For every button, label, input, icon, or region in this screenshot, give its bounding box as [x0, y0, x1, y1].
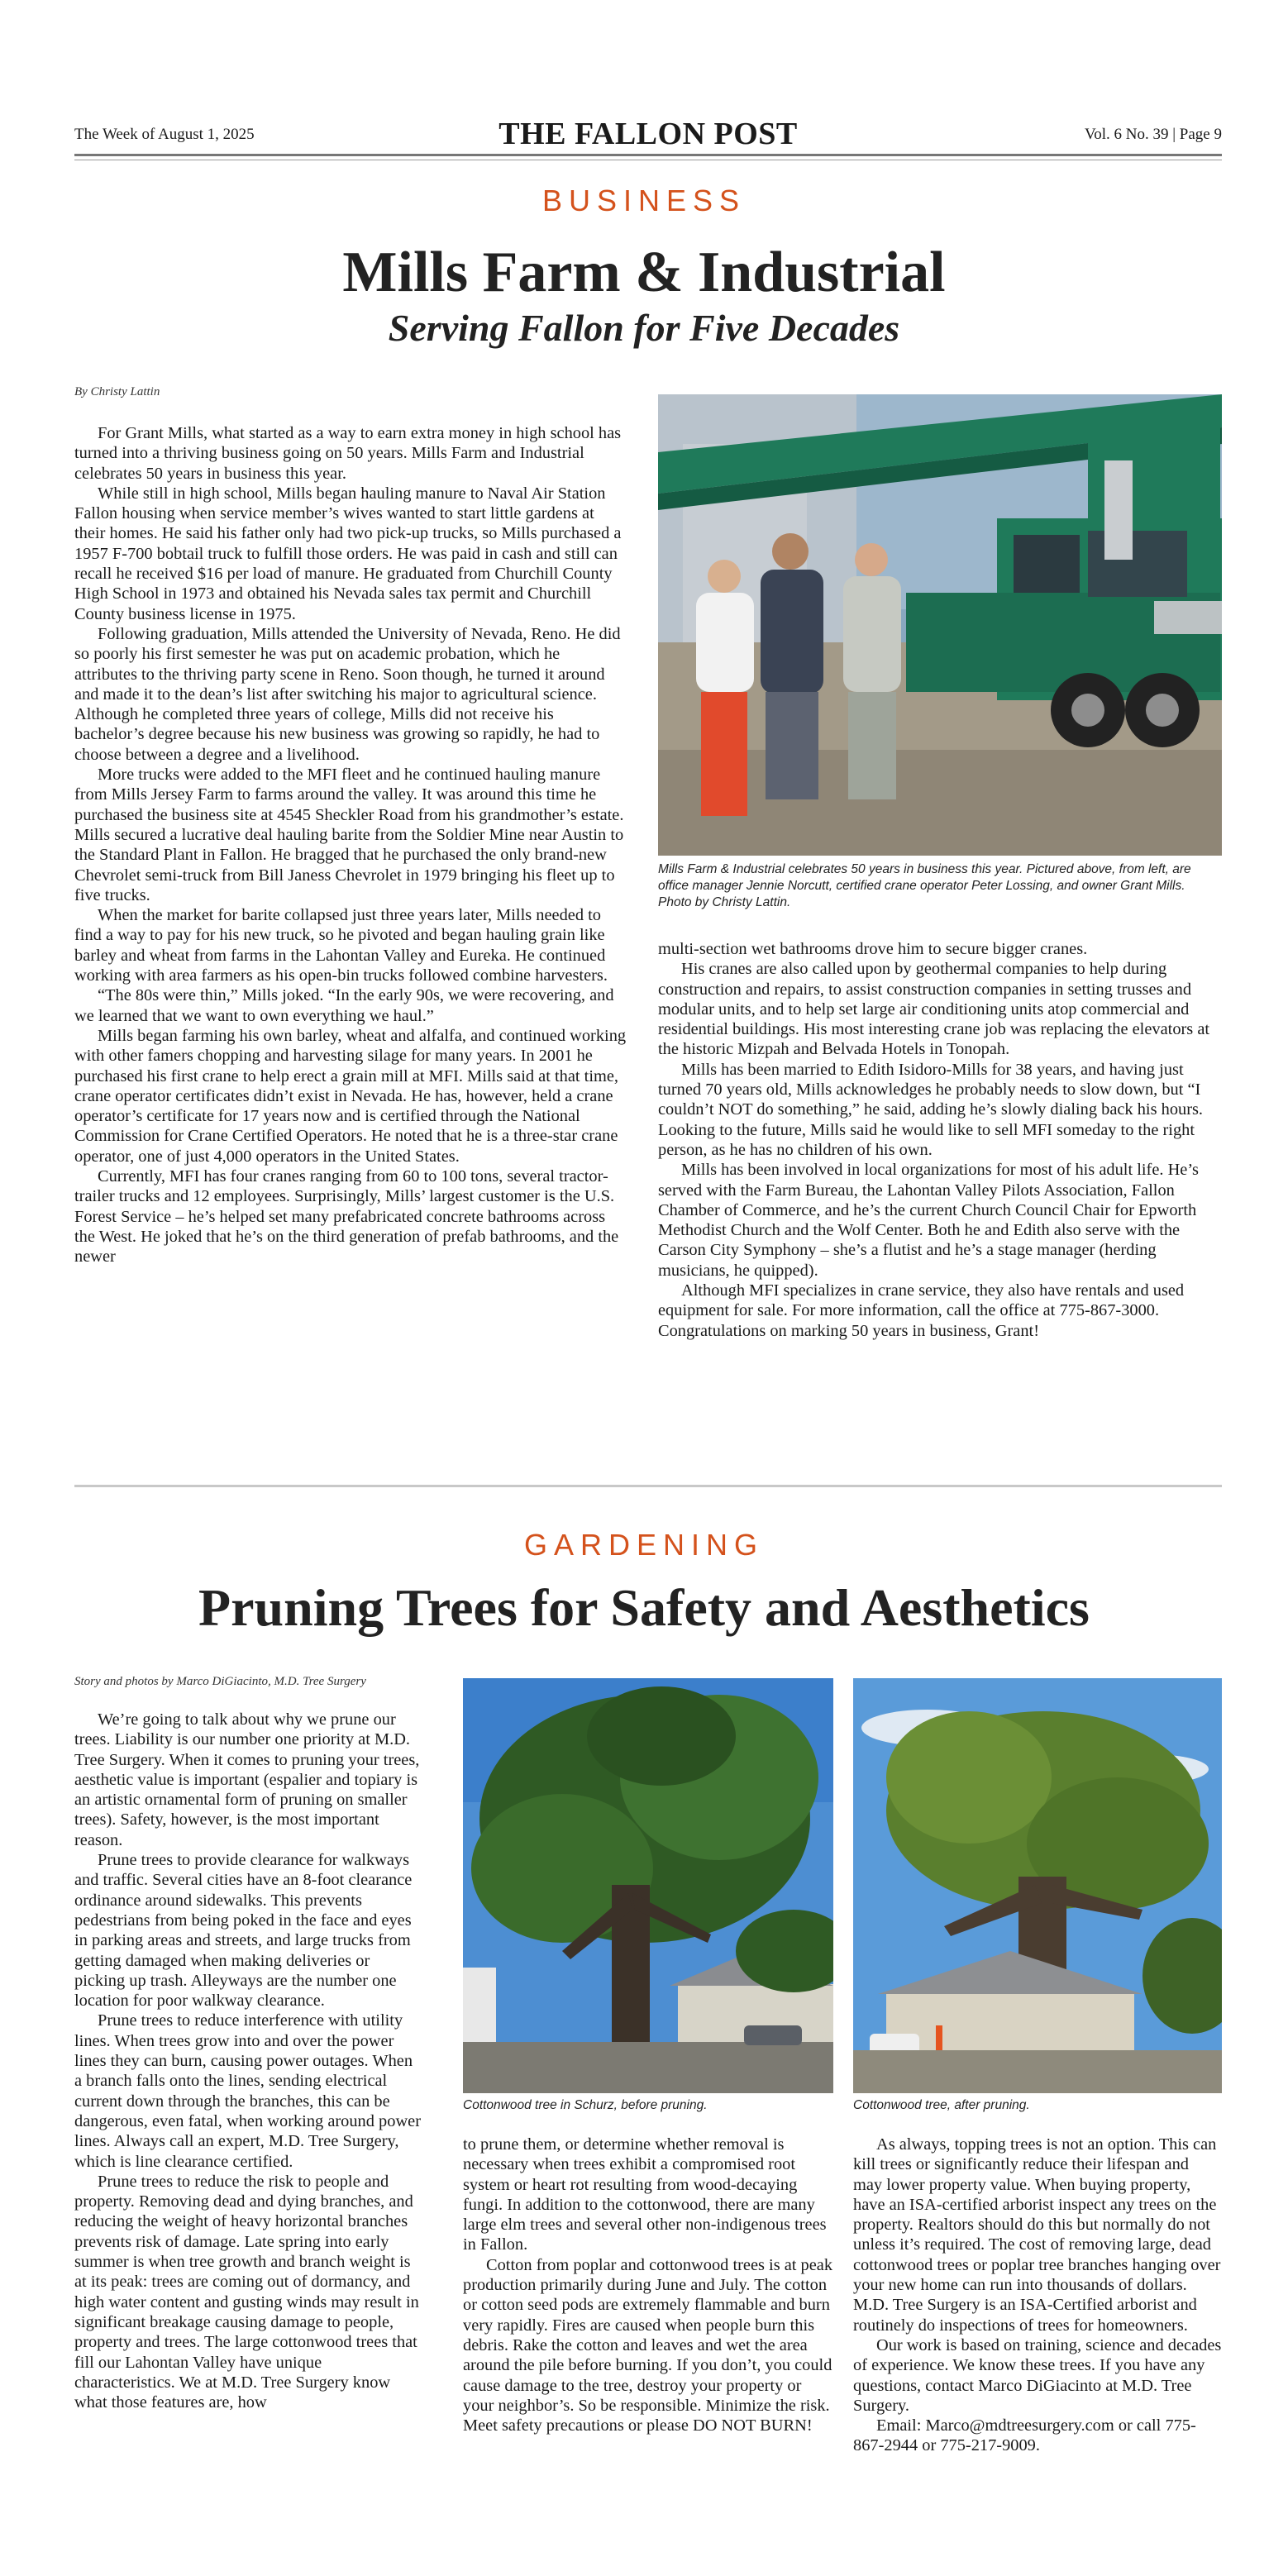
tree-before-photo: [463, 1678, 833, 2093]
paragraph: Prune trees to provide clearance for walkways and traffic. Several cities have an 8-foot clearance ordinance around sidewalks. This prevents pedestrians from being poked in the face and eyes in parking areas and streets, and large trucks from getting damaged when making deliveries or picking up trash. Alleyways are the number one location for poor walkway clearance.: [74, 1851, 413, 2011]
paragraph: Following graduation, Mills attended the University of Nevada, Reno. He did so poorly his first semester he was put on academic probation, which he attributes to the thriving party scene in Reno. Soon though, he turned it around and made it to the dean’s list after switching his major to agricultural science. Although he completed three years of college, Mills did not receive his bachelor’s degree because his new business was growing so rapidly, he had to choose between a degree and a livelihood.: [74, 624, 621, 764]
tree-after-photo: [853, 1678, 1222, 2093]
issue-date: The Week of August 1, 2025: [74, 126, 255, 143]
paragraph: multi-section wet bathrooms drove him to secure bigger cranes.: [658, 940, 1088, 958]
paragraph: We’re going to talk about why we prune our trees. Liability is our number one priority at M.D. Tree Surgery. When it comes to pruning your trees, aesthetic value is important (espalier and topiary is an artistic ornamental form of pruning on smaller trees). Safety, however, is the most important reason.: [74, 1710, 420, 1849]
article-subhead: Serving Fallon for Five Decades: [388, 307, 900, 349]
issue-page: Vol. 6 No. 39 | Page 9: [1084, 126, 1222, 143]
section-divider: [74, 1485, 1222, 1487]
paragraph: When the market for barite collapsed just three years later, Mills needed to find a way to pay for his new truck, so he pivoted and began hauling grain like barley and wheat from farms in the Lahontan Valley and Eureka. He continued working with area farmers as his open-bin trucks followed combine harvesters.: [74, 906, 608, 985]
article-column-2: [658, 939, 1222, 1341]
paragraph: Although MFI specializes in crane service, they also have rentals and used equipment for sale. For more information, call the office at 775-867-3000. Congratulations on marking 50 years in business, Grant!: [658, 1281, 1185, 1340]
article-column-1: [74, 1710, 422, 2412]
article-headline: Pruning Trees for Safety and Aesthetics: [198, 1578, 1090, 1637]
paragraph: As always, topping trees is not an option. This can kill trees or significantly reduce their lifespan and may lower property value. When buying property, have an ISA-certified arborist inspect any trees on the property. Realtors should do this but normally do not unless it’s required. The cost of removing large, dead cottonwood trees or poplar tree branches hanging over your new home can run into thousands of dollars. M.D. Tree Surgery is an ISA-Certified arborist and routinely do inspections of trees for homeowners.: [853, 2135, 1221, 2335]
article-column-3: [853, 2135, 1222, 2456]
paragraph: Our work is based on training, science and decades of experience. We know these trees. If you have any questions, contact Marco DiGiacinto at M.D. Tree Surgery.: [853, 2335, 1222, 2415]
byline: Story and photos by Marco DiGiacinto, M.D. Tree Surgery: [74, 1675, 366, 1688]
byline: By Christy Lattin: [74, 385, 160, 398]
masthead: [74, 116, 1222, 159]
paragraph: Mills has been married to Edith Isidoro-Mills for 38 years, and having just turned 70 years old, Mills acknowledges he probably needs to slow down, but “I couldn’t NOT do something,” he said, adding he’s slowly dialing back his hours. Looking to the future, Mills said he would like to sell MFI someday to the right person, as he has no children of his own.: [658, 1060, 1204, 1159]
article-column-1: [74, 423, 627, 1267]
paragraph: Prune trees to reduce interference with utility lines. When trees grow into and over the power lines they can burn, causing power outages. When a branch falls onto the lines, sending electrical current down through the branches, this can be dangerous, even fatal, when working around power lines. Always call an expert, M.D. Tree Surgery, which is line clearance certified.: [74, 2011, 422, 2171]
paragraph: Currently, MFI has four cranes ranging from 60 to 100 tons, several tractor-trailer trucks and 12 employees. Surprisingly, Mills’ largest customer is the U.S. Forest Service – he’s helped set many prefabricated concrete bathrooms across the West. He joked that he’s on the third generation of prefab bathrooms, and the newer: [74, 1166, 619, 1267]
photo-caption: Mills Farm & Industrial celebrates 50 years in business this year. Pictured above, from left, are office manager Jennie Norcutt, certified crane operator Peter Lossing, and owner Grant Mills. Photo by Christy Lattin.: [658, 862, 1191, 909]
section-label-business: BUSINESS: [541, 184, 747, 217]
photo-caption: Cottonwood tree in Schurz, before pruning.: [463, 2098, 708, 2112]
paragraph: Cotton from poplar and cottonwood trees is at peak production primarily during June and July. The cotton or cotton seed pods are extremely flammable and burn very rapidly. Fires are caused when people burn this debris. Rake the cotton and leaves and wet the area around the pile before burning. If you don’t, you could cause damage to the tree, destroy your property or your neighbor’s. So be responsible. Minimize the risk. Meet safety precautions or please DO NOT BURN!: [463, 2255, 833, 2435]
section-label-gardening: GARDENING: [523, 1528, 765, 1562]
paragraph: to prune them, or determine whether removal is necessary when trees exhibit a compromised root system or heart rot resulting from wood-decaying fungi. In addition to the cottonwood, there are many large elm trees and several other non-indigenous trees in Fallon.: [463, 2135, 827, 2254]
paragraph: Mills began farming his own barley, wheat and alfalfa, and continued working with other famers chopping and harvesting silage for many years. In 2001 he purchased his first crane to help erect a grain mill at MFI. Mills said at that time, crane operator certificates didn’t exist in Nevada. He has, however, held a crane operator’s certificate for 17 years now and is certified through the National Commission for Crane Certified Operators. He noted that he is a three-star crane operator, one of just 4,000 operators in the United States.: [74, 1026, 627, 1166]
paragraph: Email: Marco@mdtreesurgery.com or call 775-867-2944 or 775-217-9009.: [853, 2416, 1196, 2455]
paragraph: Prune trees to reduce the risk to people and property. Removing dead and dying branches, and reducing the weight of heavy horizontal branches prevents risk of damage. Late spring into early summer is when tree growth and branch weight is at its peak: trees are coming out of dormancy, and high water content and gusting winds may result in significant breakage causing damage to people, property and trees. The large cottonwood trees that fill our Lahontan Valley have unique characteristics. We at M.D. Tree Surgery know what those features are, how: [74, 2172, 419, 2412]
masthead-rule: [74, 154, 1222, 156]
paragraph: More trucks were added to the MFI fleet and he continued hauling manure from Mills Jersey Farm to farms around the valley. It was around this time he purchased the business site at 4545 Sheckler Road from his grandmother’s estate. Mills secured a lucrative deal hauling barite from the Soldier Mine near Austin to the Standard Plant in Fallon. He bragged that he purchased the only brand-new Chevrolet semi-truck from Bill Janess Chevrolet in 1979 bringing his fleet up to five trucks.: [74, 766, 624, 904]
article-headline: Mills Farm & Industrial: [342, 241, 946, 304]
paragraph: “The 80s were thin,” Mills joked. “In the early 90s, we were recovering, and we learned that we want to own everything we haul.”: [74, 986, 614, 1025]
newspaper-title: THE FALLON POST: [499, 117, 798, 151]
photo-caption: Cottonwood tree, after pruning.: [853, 2098, 1030, 2112]
truck-photo: [658, 394, 1222, 856]
paragraph: His cranes are also called upon by geothermal companies to help during construction and repairs, to assist construction companies in setting trusses and modular units, and to help set large air conditioning units atop commercial and residential buildings. His most interesting crane job was replacing the elevators at the historic Mizpah and Belvada Hotels in Tonopah.: [658, 960, 1210, 1059]
paragraph: For Grant Mills, what started as a way to earn extra money in high school has turned into a thriving business going on 50 years. Mills Farm and Industrial celebrates 50 years in business this year.: [74, 424, 622, 483]
paragraph: Mills has been involved in local organizations for most of his adult life. He’s served with the Farm Bureau, the Lahontan Valley Pilots Association, Fallon Chamber of Commerce, and he’s the current Church Council Chair for Epworth Methodist Church and the Wolf Center. Both he and Edith also serve with the Carson City Symphony – she’s a flutist and he’s a stage manager (herding musicians, he quipped).: [658, 1161, 1199, 1280]
paragraph: While still in high school, Mills began hauling manure to Naval Air Station Fallon housing when service member’s wives wanted to start little gardens at their homes. He said his father only had two pick-up trucks, so Mills purchased a 1957 F-700 bobtail truck to fulfill those orders. He was paid in cash and still can recall he received $16 per load of manure. He graduated from Churchill County High School in 1973 and obtained his Nevada sales tax permit and Churchill County business license in 1975.: [74, 484, 622, 623]
article-column-2: [463, 2135, 833, 2435]
